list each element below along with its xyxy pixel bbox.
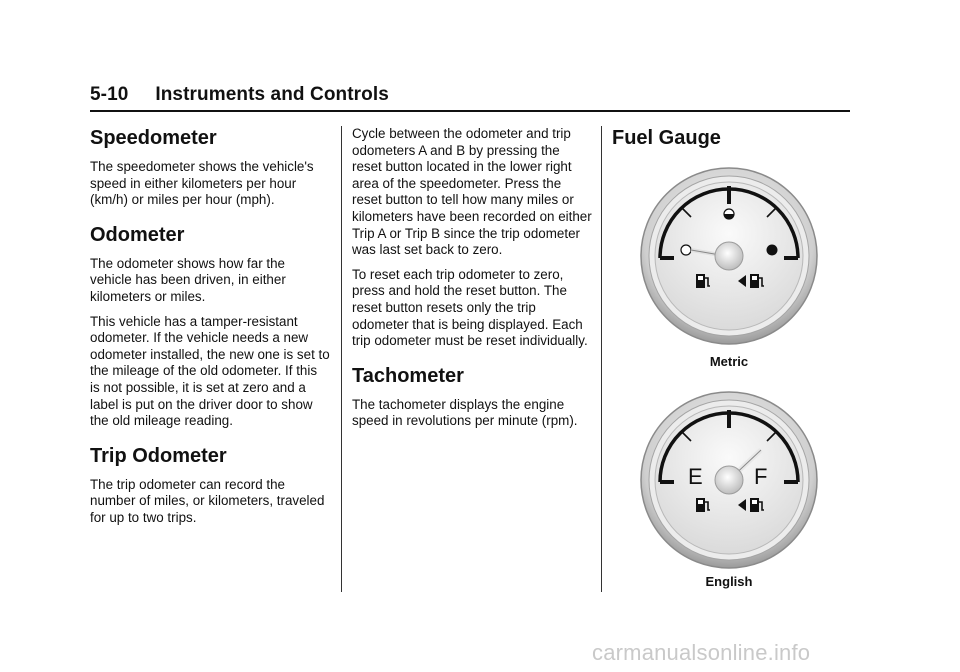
- column-2: [352, 126, 592, 438]
- odometer-paragraph-2: This vehicle has a tamper-resistant odometer. If the vehicle needs a new odometer installed, the new one is set to the mileage of the old odometer. If this is not possible, it is set at zero and a label is put on the driver door to show the old mileage reading.: [90, 313, 330, 429]
- metric-caption: Metric: [709, 354, 749, 369]
- metric-fuel-gauge-graphic: [636, 166, 822, 346]
- trip-cycle-paragraph: Cycle between the odometer and trip odometers A and B by pressing the reset button located in the lower right area of the speedometer. Press the reset button to tell how many miles or kilometers have been recorded on either Trip A or Trip B since the trip odometer was last set back to zero.: [352, 126, 592, 258]
- page-header-title: 5-10 Instruments and Controls: [90, 84, 389, 105]
- trip-reset-paragraph: To reset each trip odometer to zero, press and hold the reset button. The reset button resets only the trip odometer that is being displayed. Each trip odometer must be reset individually.: [352, 266, 588, 349]
- english-fuel-gauge: [636, 390, 822, 575]
- trip-odometer-heading: Trip Odometer: [90, 444, 227, 467]
- speedometer-paragraph: The speedometer shows the vehicle's speed in either kilometers per hour (km/h) or miles per hour (mph).: [90, 159, 314, 208]
- trip-odometer-paragraph: The trip odometer can record the number of miles, or kilometers, traveled for up to two trips.: [90, 476, 325, 525]
- column-1: [90, 126, 330, 535]
- full-label: F: [754, 464, 768, 489]
- odometer-paragraph-1: The odometer shows how far the vehicle has been driven, in either kilometers or miles.: [90, 255, 286, 304]
- speedometer-heading: Speedometer: [90, 127, 217, 149]
- tachometer-paragraph: The tachometer displays the engine speed in revolutions per minute (rpm).: [352, 396, 578, 429]
- english-caption: English: [705, 574, 753, 589]
- odometer-heading: Odometer: [90, 223, 185, 246]
- empty-label: E: [688, 464, 703, 489]
- column-divider-2: [601, 126, 602, 592]
- column-divider-1: [341, 126, 342, 592]
- tachometer-heading: Tachometer: [352, 364, 464, 387]
- english-fuel-gauge-graphic: [636, 390, 822, 570]
- fuel-gauge-heading: Fuel Gauge: [612, 127, 721, 149]
- watermark: carmanualsonline.info: [592, 640, 811, 665]
- metric-fuel-gauge: [636, 166, 822, 351]
- page-header: [90, 82, 850, 112]
- column-3: [612, 126, 862, 159]
